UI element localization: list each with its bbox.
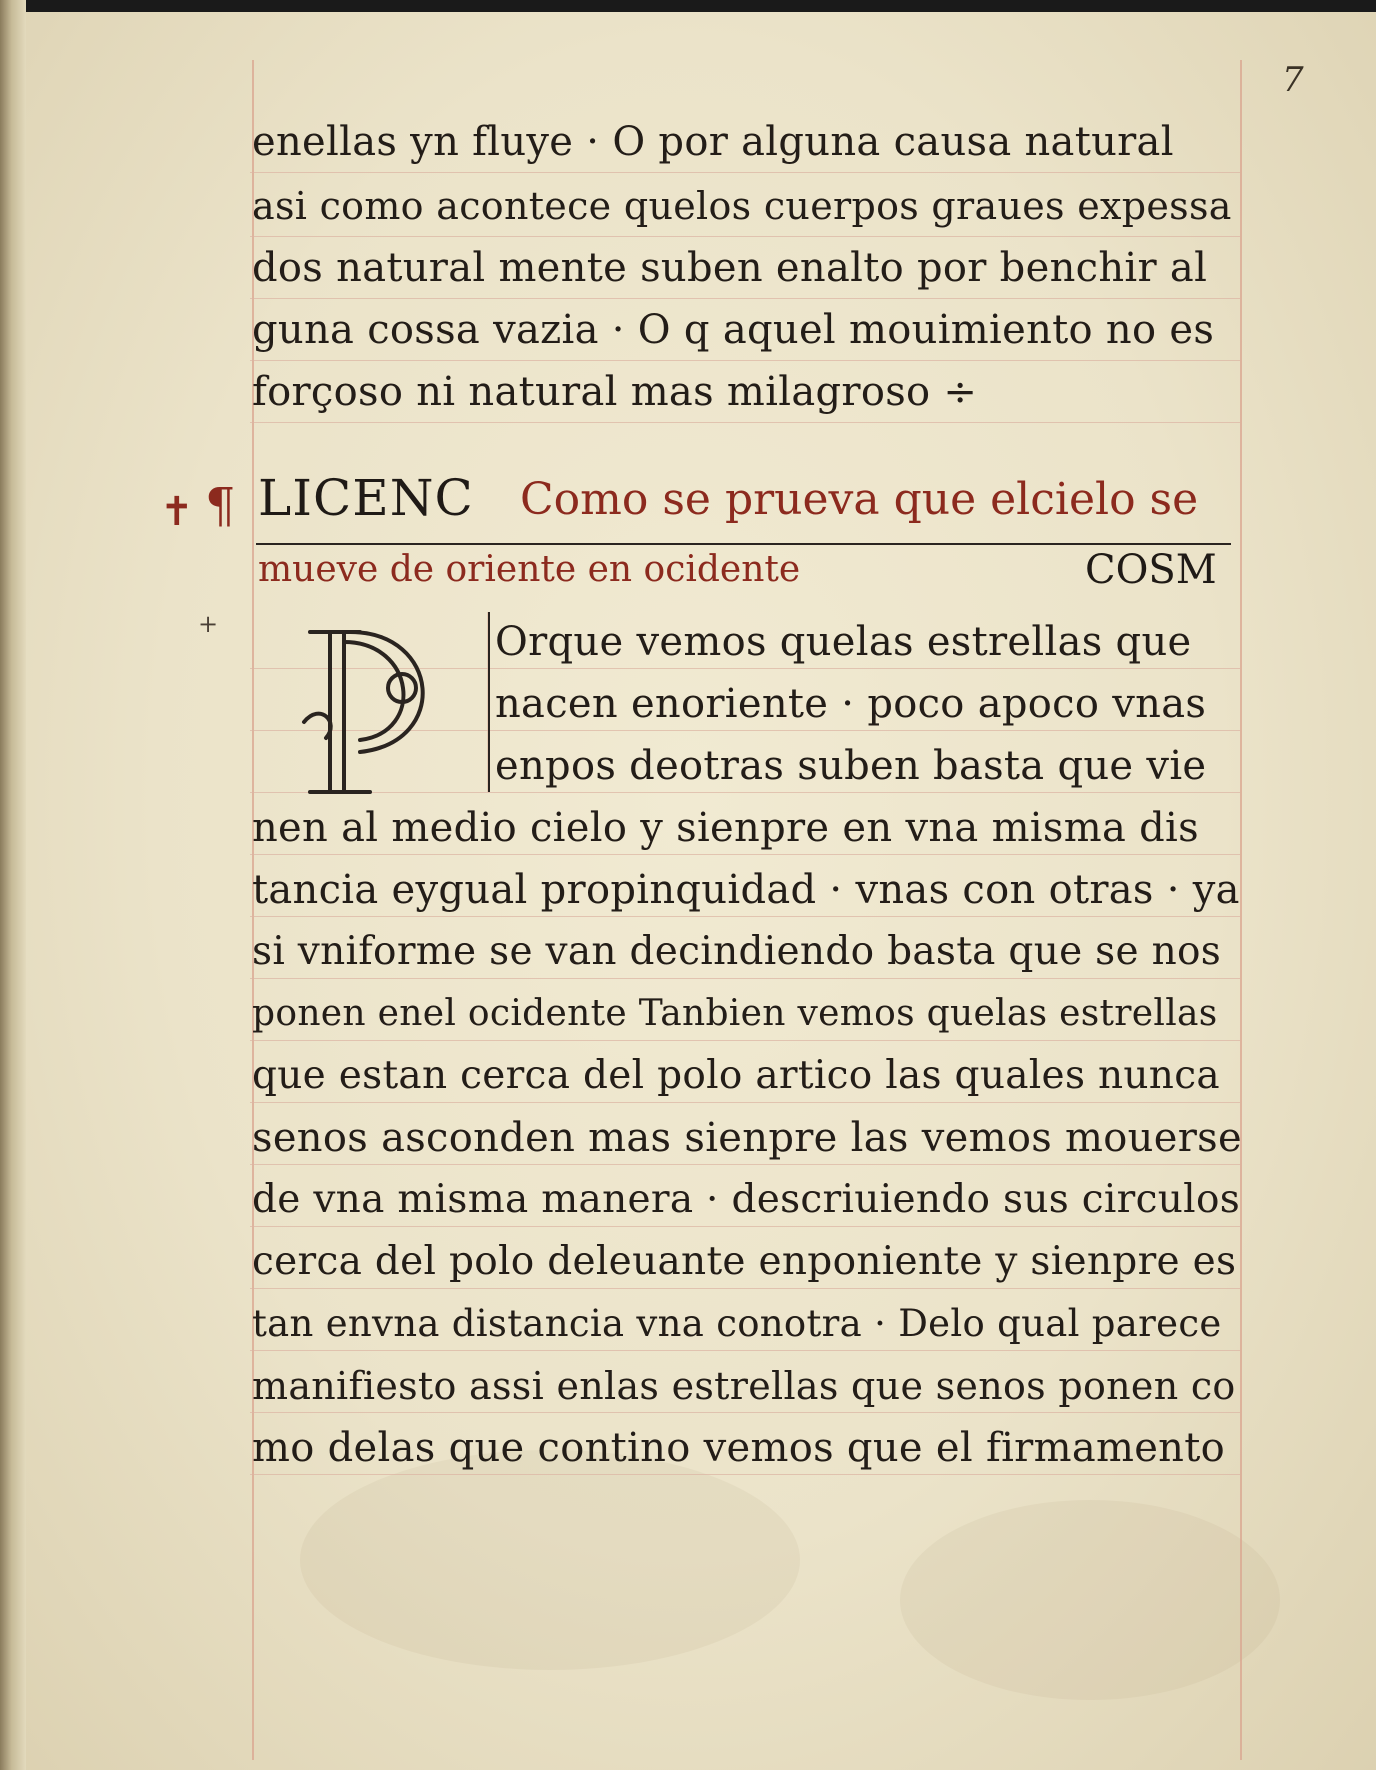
text-line: dos natural mente suben enalto por benchir al [252,245,1208,291]
text-line: guna cossa vazia · O q aquel mouimiento no es [252,307,1215,353]
folio-number: 7 [1282,60,1304,100]
page-binding-edge [0,0,26,1770]
text-line: que estan cerca del polo artico las quales nunca [252,1053,1220,1098]
initial-frame [488,612,490,792]
text-line: mo delas que contino vemos que el firmamento [252,1425,1225,1471]
parchment-stain [300,1450,800,1670]
text-line: nacen enoriente · poco apoco vnas [495,681,1207,727]
text-line: tan envna distancia vna conotra · Delo qual parece [252,1302,1222,1345]
text-line: senos asconden mas sienpre las vemos mouerse [252,1115,1242,1161]
chapter-title: Como se prueva que elcielo se [520,474,1199,525]
margin-cross-small-icon: + [198,610,219,638]
text-line: enellas yn fluye · O por alguna causa natural [252,119,1174,165]
initial-strokes [304,632,423,792]
chapter-subtitle: mueve de oriente en ocidente [258,549,801,590]
margin-cross-icon: ✝ [160,489,194,535]
text-line: si vniforme se van decindiendo basta que se nos [252,929,1222,974]
text-line: ponen enel ocidente Tanbien vemos quelas estrellas [252,993,1218,1034]
text-line: de vna misma manera · descriuiendo sus circulos [252,1177,1241,1222]
chapter-label: LICENC [258,469,474,527]
running-head: COSM [1085,547,1217,593]
text-line: asi como acontece quelos cuerpos graues expessa [252,184,1232,228]
text-line: tancia eygual propinquidad · vnas con otras · ya [252,867,1240,913]
text-line: manifiesto assi enlas estrellas que senos ponen co [252,1364,1236,1408]
scan-top-edge [0,0,1376,12]
text-line: enpos deotras suben basta que vie [495,743,1207,789]
paragraph-mark-icon: ¶ [205,478,236,534]
text-line: cerca del polo deleuante enponiente y sienpre es [252,1239,1237,1284]
text-line: forçoso ni natural mas milagroso ÷ [252,369,978,415]
text-line: nen al medio cielo y sienpre en vna misma dis [252,805,1199,851]
decorated-initial [290,612,460,802]
initial-letter: P [290,612,291,613]
text-line: Orque vemos quelas estrellas que [495,619,1192,665]
parchment-stain [900,1500,1280,1700]
